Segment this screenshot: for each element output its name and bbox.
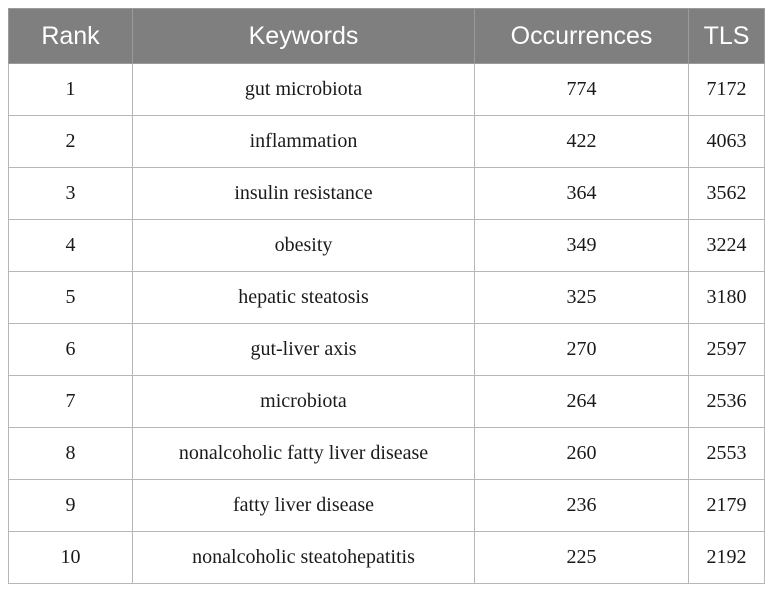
keyword-cell: obesity [133,220,475,272]
header-tls: TLS [689,9,765,64]
keyword-cell: microbiota [133,376,475,428]
table-row [9,428,765,480]
rank-cell: 3 [9,168,133,220]
tls-cell: 2536 [689,376,765,428]
table-header [9,9,765,64]
table-row [9,376,765,428]
rank-cell: 4 [9,220,133,272]
table-row [9,64,765,116]
keyword-cell: hepatic steatosis [133,272,475,324]
occurrences-cell: 349 [475,220,689,272]
table-row [9,168,765,220]
keyword-cell: nonalcoholic fatty liver disease [133,428,475,480]
rank-cell: 6 [9,324,133,376]
keyword-cell: fatty liver disease [133,480,475,532]
keyword-cell: nonalcoholic steatohepatitis [133,532,475,584]
rank-cell: 2 [9,116,133,168]
rank-cell: 10 [9,532,133,584]
table-row [9,116,765,168]
tls-cell: 3562 [689,168,765,220]
tls-cell: 2597 [689,324,765,376]
tls-cell: 4063 [689,116,765,168]
keyword-cell: gut microbiota [133,64,475,116]
tls-cell: 3180 [689,272,765,324]
table-row [9,220,765,272]
occurrences-cell: 422 [475,116,689,168]
occurrences-cell: 264 [475,376,689,428]
header-row [9,9,765,64]
keyword-cell: gut-liver axis [133,324,475,376]
table-row [9,532,765,584]
rank-cell: 9 [9,480,133,532]
occurrences-cell: 774 [475,64,689,116]
table-row [9,324,765,376]
occurrences-cell: 236 [475,480,689,532]
keyword-cell: inflammation [133,116,475,168]
rank-cell: 8 [9,428,133,480]
tls-cell: 2553 [689,428,765,480]
header-keywords: Keywords [133,9,475,64]
table-body [9,64,765,584]
keywords-table [8,8,765,584]
rank-cell: 1 [9,64,133,116]
keyword-cell: insulin resistance [133,168,475,220]
occurrences-cell: 325 [475,272,689,324]
tls-cell: 7172 [689,64,765,116]
tls-cell: 3224 [689,220,765,272]
occurrences-cell: 260 [475,428,689,480]
tls-cell: 2179 [689,480,765,532]
occurrences-cell: 364 [475,168,689,220]
rank-cell: 5 [9,272,133,324]
table-row [9,272,765,324]
tls-cell: 2192 [689,532,765,584]
occurrences-cell: 225 [475,532,689,584]
rank-cell: 7 [9,376,133,428]
occurrences-cell: 270 [475,324,689,376]
header-occurrences: Occurrences [475,9,689,64]
header-rank: Rank [9,9,133,64]
table-row [9,480,765,532]
